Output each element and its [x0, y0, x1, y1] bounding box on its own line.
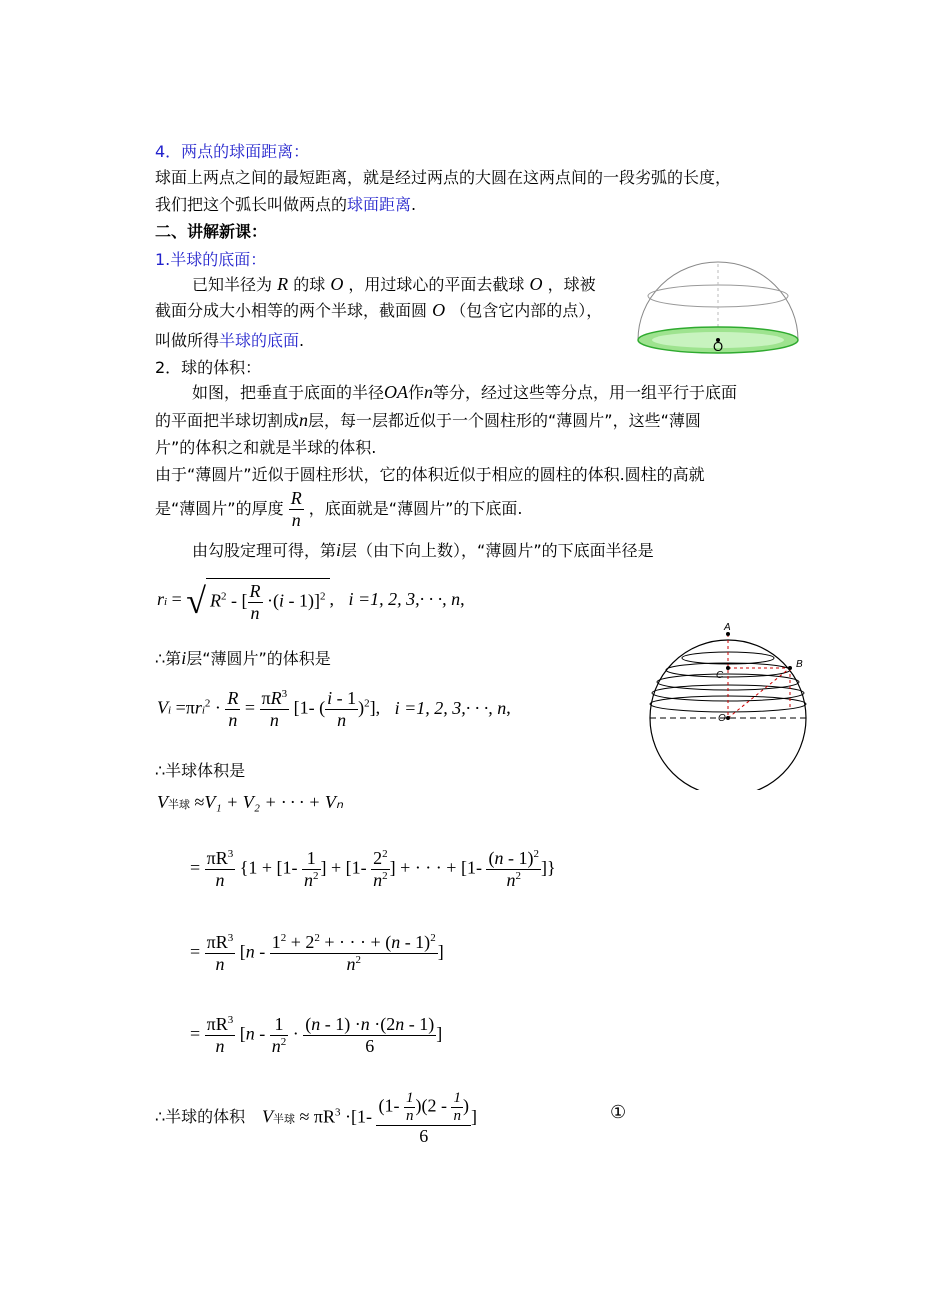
formula-step1: = $\frac{\pi R^3}{n}$ {1 + [1- $\frac{1}{n^2}$ ] + [1- $\frac{2^2}{n^2}$ ] + · · · + [1- $\frac{(n - 1)^2}{n^2}$ ]}: [190, 848, 556, 890]
text: 层（由下向上数），“薄圆片”的下底面半径是: [341, 541, 654, 560]
sub1-heading: 1.半球的底面：: [155, 250, 267, 269]
sub2-line3: 片”的体积之和就是半球的体积.: [155, 438, 377, 457]
text: i: [164, 596, 168, 609]
var-R: R: [277, 274, 289, 294]
text: ，用过球心的平面去截球: [348, 275, 525, 294]
point-B-label: B: [796, 659, 803, 670]
sub1-line1: [192, 272, 596, 295]
text: V₁ + V₂ + · · · + Vₙ: [204, 792, 344, 812]
section4-heading: 4．两点的球面距离：: [155, 142, 310, 161]
sub1-line3: [155, 328, 304, 351]
var-i: i: [181, 648, 187, 668]
text: （包含它内部的点），: [450, 301, 603, 320]
formula-final: V半球 ≈ $\pi R^3 \cdot[1-$ (1- $\frac{1}{n}$ )(2 - $\frac{1}{n}$ ) 6 ]: [262, 1090, 477, 1146]
text: 半球: [168, 798, 190, 811]
sub1-line2: [155, 298, 602, 321]
sub2-line6: [192, 538, 654, 561]
text: .: [299, 331, 305, 350]
formula-Vi: Vi =πri$^2$ · $\frac{R}{n}$ = $\frac{\pi R^3}{n}$ [1- ( $\frac{i - 1}{n}$ )$^2$], i =1, 2, 3,· · ·, n,: [157, 688, 511, 730]
equation-number: ①: [610, 1102, 627, 1122]
text: ∴第: [155, 649, 182, 668]
text: 等分，经过这些等分点，用一组平行于底面: [433, 383, 738, 402]
text: i =1, 2, 3,· · ·, n: [394, 697, 507, 718]
text: =: [171, 589, 182, 610]
text: 层，每一层都近似于一个圆柱形的“薄圆片”，这些“薄圆: [308, 411, 701, 430]
text: R: [210, 590, 221, 611]
var-O: O: [330, 274, 344, 294]
text: 的平面把半球切割成: [155, 411, 300, 430]
text: 是“薄圆片”的厚度: [155, 499, 284, 518]
point-O-label: O: [718, 713, 726, 724]
text: i =1, 2, 3,· · ·, n: [348, 589, 461, 610]
frac-R-over-n: [289, 488, 304, 531]
text: n: [248, 602, 263, 624]
formula-step2: = $\frac{\pi R^3}{n}$ [n - $\frac{1^2 + 2^2 + \cdot \cdot \cdot + (n - 1)^2}{n^2}$ ]: [190, 932, 444, 974]
text: V: [157, 697, 168, 718]
text: 截面分成大小相等的两个半球，截面圆: [155, 301, 428, 320]
sub2-heading: 2．球的体积：: [155, 358, 262, 377]
point-A-label: A: [724, 622, 731, 633]
section-title: 二、讲解新课：: [155, 222, 268, 241]
sub2-line9: ∴半球的体积: [155, 1107, 246, 1126]
section4-line2: [155, 192, 416, 215]
text: 如图，把垂直于底面的半径: [192, 383, 385, 402]
text: 已知半径为: [192, 275, 273, 294]
var-O: O: [432, 300, 446, 320]
text: 作: [408, 383, 425, 402]
term-hemisphere-base: 半球的底面: [219, 331, 300, 350]
text: 叫做所得: [155, 331, 220, 350]
text: V: [157, 792, 168, 812]
var-O: O: [529, 274, 543, 294]
text: 的球: [293, 275, 326, 294]
text: π: [185, 697, 195, 718]
sub2-line7: [155, 646, 331, 669]
point-C-label: C: [716, 670, 724, 681]
text: R: [290, 488, 302, 508]
var-n: n: [424, 382, 434, 402]
sub2-line2: [155, 408, 701, 431]
var-n: n: [299, 410, 309, 430]
text: 层“薄圆片”的体积是: [186, 649, 331, 668]
section4-line1: 球面上两点之间的最短距离，就是经过两点的大圆在这两点间的一段劣弧的长度，: [155, 168, 732, 187]
text: 6: [303, 1035, 436, 1057]
formula-sum: [157, 792, 343, 813]
text: 我们把这个弧长叫做两点的: [155, 195, 348, 214]
text: ≈: [194, 792, 205, 812]
text: R: [249, 581, 261, 601]
text: r: [157, 589, 165, 610]
sub2-line1: [192, 380, 737, 403]
sphere-slices-figure: [646, 620, 812, 790]
formula-step3: = $\frac{\pi R^3}{n}$ [n - $\frac{1}{n^2}$ · $\frac{(n - 1) \cdot n \cdot(2n - 1)}{6}$ ]: [190, 1014, 443, 1056]
formula-ri: ri = √ $R^2$ - [ $\frac{R}{n}$ ·(i - 1)]$^2$ , i =1, 2, 3,· · ·, n,: [157, 578, 465, 624]
hemisphere-figure: [632, 258, 804, 358]
hemisphere-center-label: O: [712, 339, 724, 354]
text: ，底面就是“薄圆片”的下底面.: [308, 499, 523, 518]
sub2-line5: [155, 488, 522, 531]
sub2-line8: ∴半球体积是: [155, 761, 246, 780]
text: 由勾股定理可得，第: [192, 541, 337, 560]
text: n: [289, 509, 304, 531]
text: .: [411, 195, 417, 214]
var-i: i: [336, 540, 342, 560]
term-spherical-distance: 球面距离: [347, 195, 412, 214]
text: ，球被: [547, 275, 596, 294]
var-OA: OA: [384, 382, 409, 402]
sub2-line4: 由于“薄圆片”近似于圆柱形状，它的体积近似于相应的圆柱的体积.圆柱的高就: [155, 465, 705, 484]
